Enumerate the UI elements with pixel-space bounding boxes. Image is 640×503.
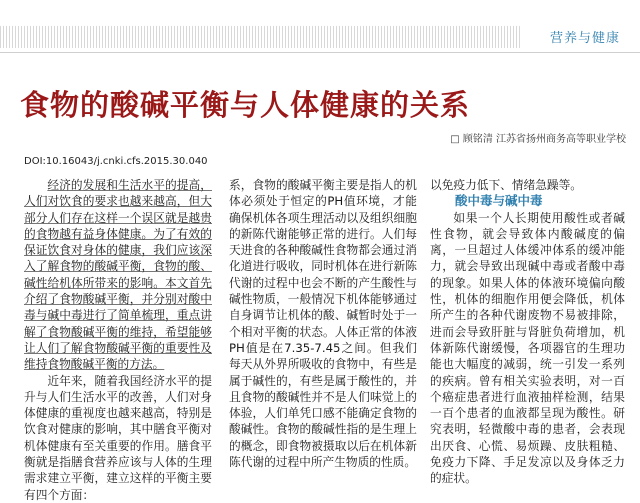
paragraph: 系，食物的酸碱平衡主要是指人的机体必须处于恒定的PH值环境，才能确保机体各项生理活动以及组织细胞的新陈代谢能够正常的进行。人们每天进食的各种酸碱性食物都会通过消化道进行吸收，同时机体在进行新陈代谢的过程中也会不断的产生酸性与碱性物质，一般情况下机体能够通过自身调节让机体的酸、碱暂时处于一个相对平衡的状态。人体正常的体液PH值是在7.35-7.45之间。但我们每天从外界所吸收的食物中，有些是属于碱性的，有些是属于酸性的，并且食物的酸碱性并不是人们味觉上的体验，人们单凭口感不能确定食物的酸碱性。食物的酸碱性指的是生理上的概念，即食物被摄取以后在机体新陈代谢的过程中所产生物质的性质。 (229, 178, 417, 470)
paragraph: 以免疫力低下、情绪急躁等。 (430, 178, 582, 192)
column-2 (229, 177, 417, 470)
header-band (0, 0, 640, 62)
paragraph: 经济的发展和生活水平的提高，人们对饮食的要求也越来越高，但大部分人们存在这样一个误区就是越贵的食物越有益身体健康。为了有效的保证饮食对身体的健康，我们应该深入了解食物的酸碱平衡，食物的酸、碱性给机体所带来的影响。本文首先介绍了食物酸碱平衡，并分别对酸中毒与碱中毒进行了简单梳理，重点讲解了食物酸碱平衡的维持，希望能够让人们了解食物酸碱平衡的重要性及维持食物酸碱平衡的方法。 (24, 178, 212, 372)
section-label: 营养与健康 (549, 31, 620, 46)
header-rule (0, 52, 640, 53)
paragraph: 近年来，随着我国经济水平的提升与人们生活水平的改善，人们对身体健康的重视度也越来越高，特别是饮食对健康的影响，其中膳食平衡对机体健康有至关重要的作用。膳食平衡就是指膳食营养应该与人体的生理需求建立平衡，建立这样的平衡主要有四个方面： (24, 373, 212, 502)
doi-line: DOI:10.16043/j.cnki.cfs.2015.30.040 (24, 156, 208, 167)
column-3 (430, 177, 625, 487)
paragraph: 如果一个人长期使用酸性或者碱性食物，就会导致体内酸碱度的偏离，一旦超过人体缓冲体系的缓冲能力，就会导致出现碱中毒或者酸中毒的现象。如果人体的体液环境偏向酸性，机体的细胞作用便会降低，机体所产生的各种代谢废物不易被排除，进而会导致肝脏与肾脏负荷增加，机体新陈代谢缓慢，各项器官的生理功能也大幅度的减弱，统一引发一系列的疾病。曾有相关实验表明，对一百个癌症患者进行血液抽样检测，结果一百个患者的血液都呈现为酸性。研究表明，轻微酸中毒的患者，会表现出厌食、心慌、易烦躁、皮肤粗糙、免疫力下降、手足发凉以及身体乏力的症状。 (430, 210, 625, 486)
section-heading: 酸中毒与碱中毒 (455, 193, 543, 209)
article-title: 食物的酸碱平衡与人体健康的关系 (20, 88, 471, 122)
column-1 (24, 177, 212, 503)
author-line: □ 顾铭清 江苏省扬州商务高等职业学校 (450, 134, 626, 145)
header-hatch-decoration (0, 26, 520, 48)
